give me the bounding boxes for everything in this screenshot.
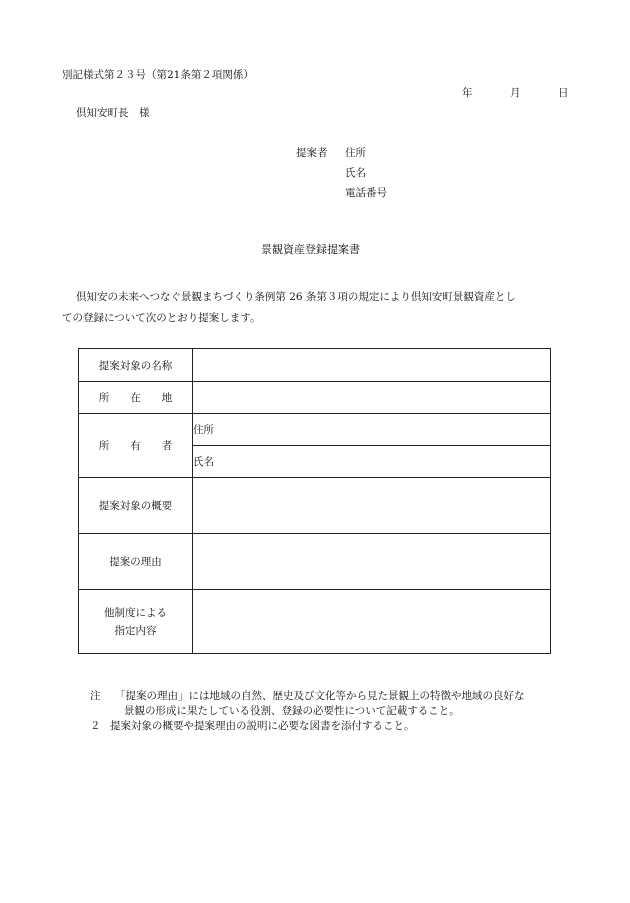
document-title: 景観資産登録提案書 [261,243,360,256]
label-owner [79,414,193,478]
label-other-line2: 指定内容 [114,624,157,637]
table-row [79,382,551,414]
proposal-table [78,348,551,654]
input-other-designation[interactable] [193,590,551,654]
form-number: 別記様式第２３号（第21条第２項関係） [62,69,254,81]
table-row [79,349,551,382]
date-month-label: 月 [510,87,521,99]
proposer-label: 提案者 [296,147,328,159]
input-owner-name[interactable] [193,446,551,478]
note2-mark: ２ [90,720,101,732]
proposer-address-label: 住所 [345,147,366,159]
label-summary: 提案対象の概要 [79,478,193,534]
input-target-name[interactable] [193,349,551,382]
date-day-label: 日 [558,87,569,99]
table-row [79,534,551,590]
table-row [79,590,551,654]
table-row [79,414,551,446]
note1-line1: 「提案の理由」には地域の自然、歴史及び文化等から見た景観上の特徴や地域の良好な [115,690,525,702]
input-reason[interactable] [193,534,551,590]
input-location[interactable] [193,382,551,414]
owner-address-label: 住所 [193,424,214,436]
note-mark: 注 [90,690,101,702]
label-other-line1: 他制度による [104,606,167,619]
label-location-text: 所 在 地 [98,392,173,404]
label-target-name: 提案対象の名称 [79,349,193,382]
addressee: 倶知安町長 様 [76,107,150,119]
proposer-name-label: 氏名 [345,167,366,179]
label-owner-text: 所 有 者 [98,440,173,452]
table-row [79,478,551,534]
owner-name-label: 氏名 [193,456,214,468]
input-summary[interactable] [193,478,551,534]
body-text-line1: 倶知安の未来へつなぐ景観まちづくり条例第 26 条第３項の規定により倶知安町景観資産とし [76,291,516,303]
proposer-phone-label: 電話番号 [345,187,387,199]
note2-text: 提案対象の概要や提案理由の説明に必要な図書を添付すること。 [110,720,415,732]
label-location [79,382,193,414]
note1-line2: 景観の形成に果たしている役割、登録の必要性について記載すること。 [124,705,460,717]
label-reason: 提案の理由 [79,534,193,590]
body-text-line2: ての登録について次のとおり提案します。 [62,312,261,324]
date-year-label: 年 [462,87,473,99]
label-other-designation [79,590,193,654]
input-owner-address[interactable] [193,414,551,446]
